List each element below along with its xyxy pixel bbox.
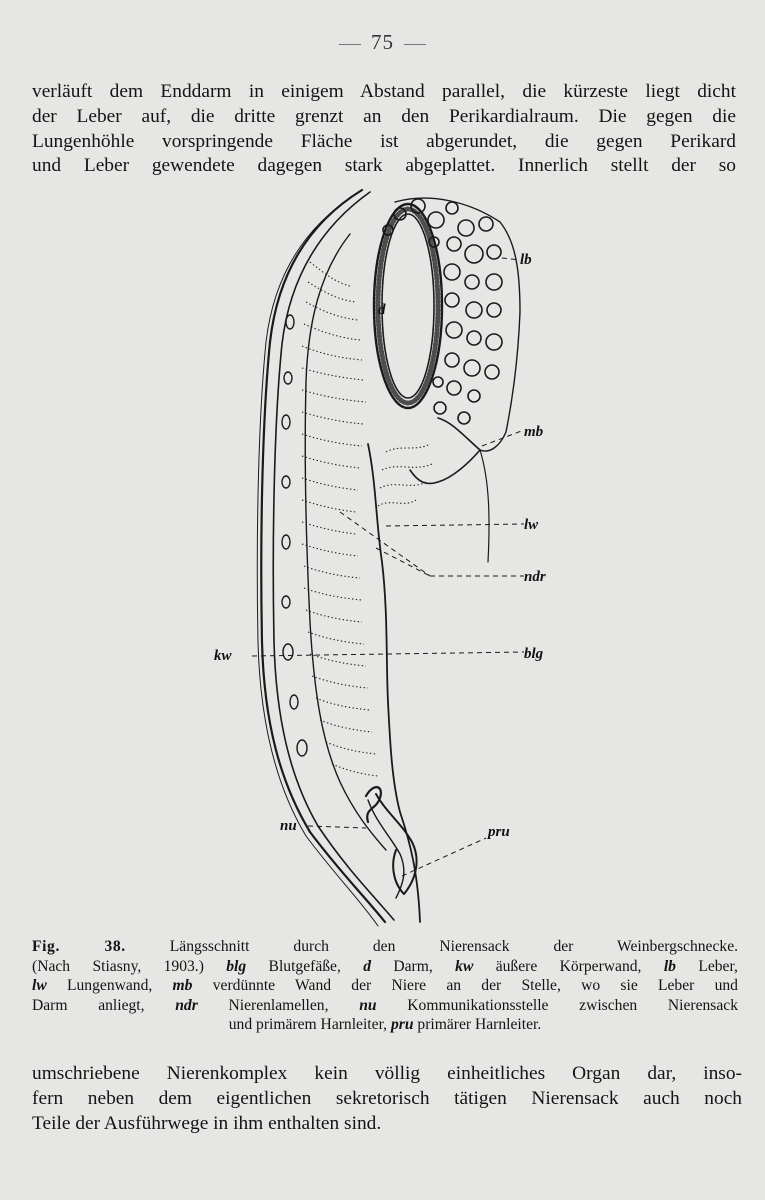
label-blg: blg	[524, 646, 544, 662]
caption-entry: Nierenlamellen,	[228, 996, 329, 1014]
liver-outline	[395, 198, 520, 451]
caption-entry: Leber,	[698, 957, 738, 975]
page-header	[0, 30, 765, 55]
intestine-inner	[382, 214, 434, 398]
body-wall-outline	[261, 190, 385, 922]
intestine-ladder	[378, 209, 438, 403]
paragraph-bottom-line: Teile der Ausführwege in ihm enthalten sind.	[32, 1113, 382, 1134]
kidney-section-drawing	[190, 182, 570, 934]
paragraph-bottom-line: umschriebene Nierenkomplex kein völlig einheitliches Organ dar, inso-	[32, 1063, 742, 1084]
caption-line	[32, 996, 738, 1016]
label-lw: lw	[524, 517, 539, 533]
caption-abbr: kw	[455, 957, 474, 975]
caption-line	[32, 976, 738, 996]
caption-title: Längsschnitt durch den Nierensack der Weinbergschnecke.	[169, 938, 739, 955]
caption-line	[32, 957, 738, 977]
paragraph-top	[32, 80, 736, 179]
lung-wall-outline	[368, 444, 420, 922]
caption-abbr: lb	[663, 957, 676, 975]
caption-line	[32, 1015, 738, 1035]
label-mb: mb	[524, 424, 544, 440]
figure-38	[190, 182, 570, 934]
nu-curl	[366, 787, 381, 822]
caption-entry: Kommunikationsstelle zwischen Nierensack	[407, 996, 738, 1014]
ureter-tube	[376, 794, 417, 894]
paragraph-bottom-line: fern neben dem eigentlichen sekretorisch tätigen Nierensack auch noch	[32, 1088, 742, 1109]
label-d: d	[378, 302, 386, 318]
caption-entry: äußere Körperwand,	[495, 957, 642, 975]
caption-abbr: lw	[32, 977, 47, 995]
caption-entry: primärer Harnleiter.	[417, 1016, 542, 1034]
blood-vessels	[282, 315, 307, 756]
caption-entry: verdünnte Wand der Niere an der Stelle, wo sie Leber und	[212, 977, 738, 995]
figure-caption	[32, 937, 738, 1035]
label-kw: kw	[214, 648, 232, 664]
paragraph-bottom	[32, 1061, 742, 1136]
paragraph-top-line: Lungenhöhle vorspringende Fläche ist abgerundet, die gegen Perikard	[32, 130, 736, 152]
header-dash-right	[404, 44, 426, 45]
caption-line	[32, 937, 738, 957]
caption-entry: und primärem Harnleiter,	[228, 1016, 388, 1034]
label-pru: pru	[488, 824, 510, 840]
kidney-lamellae	[302, 262, 432, 776]
paragraph-top-line: verläuft dem Enddarm in einigem Abstand parallel, die kürzeste liegt dicht	[32, 81, 736, 102]
caption-abbr: pru	[390, 1016, 414, 1034]
caption-abbr: blg	[226, 957, 247, 975]
paragraph-top-line: der Leber auf, die dritte grenzt an den Perikardialraum. Die gegen die	[32, 105, 736, 127]
caption-entry: Blutgefäße,	[268, 957, 341, 975]
paragraph-top-line: und Leber gewendete dagegen stark abgeplattet. Innerlich stellt der so	[32, 155, 736, 177]
label-lb: lb	[520, 252, 532, 268]
caption-source: (Nach Stiasny, 1903.)	[32, 957, 204, 975]
caption-entry: Lungenwand,	[66, 977, 153, 995]
label-ndr: ndr	[524, 569, 546, 585]
label-nu: nu	[280, 818, 297, 834]
right-edge	[480, 450, 489, 562]
header-dash-left	[339, 44, 361, 45]
caption-entry: Darm,	[393, 957, 433, 975]
page-number: 75	[371, 30, 394, 54]
leader-lines	[252, 258, 524, 876]
caption-abbr: nu	[359, 996, 377, 1014]
caption-abbr: d	[363, 957, 372, 975]
thin-wall-outline	[410, 418, 480, 484]
caption-abbr: ndr	[175, 996, 198, 1014]
caption-abbr: mb	[172, 977, 193, 995]
caption-entry: Darm anliegt,	[32, 996, 145, 1014]
caption-figure-number: Fig. 38.	[32, 938, 126, 955]
